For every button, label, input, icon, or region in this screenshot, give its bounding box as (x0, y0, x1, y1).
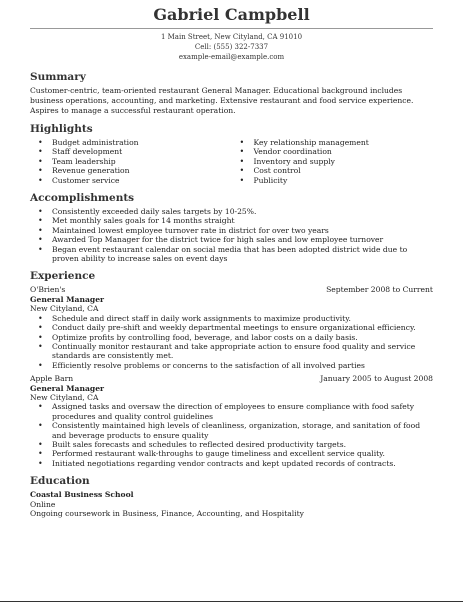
address-line: 1 Main Street, New Cityland, CA 91010 (160, 33, 303, 41)
accomplishments-list (30, 207, 433, 263)
list-item: • Publicity (240, 176, 434, 185)
job-entry (30, 374, 433, 468)
list-item: • Schedule and direct staff in daily work assignments to maximize productivity. (38, 314, 433, 323)
school-mode: Online (30, 499, 56, 509)
list-item: • Conduct daily pre-shift and weekly departmental meetings to ensure organizational efficiency. (38, 323, 433, 332)
list-item: • Revenue generation (38, 166, 232, 175)
highlights-left-list (30, 138, 232, 185)
list-item: • Budget administration (38, 138, 232, 147)
list-item: • Inventory and supply (240, 157, 434, 166)
list-item: • Consistently maintained high levels of cleanliness, organization, storage, and sanitation of food and beverage products to ensure quality (38, 421, 433, 440)
job-duties-list (30, 402, 433, 468)
highlights-columns (30, 138, 433, 185)
coursework-line: Ongoing coursework in Business, Finance, Accounting, and Hospitality (30, 509, 304, 518)
job-dates: September 2008 to Current (326, 285, 433, 295)
list-item: • Staff development (38, 147, 232, 156)
list-item: • Cost control (240, 166, 434, 175)
phone-line: Cell: (555) 322-7337 (194, 43, 269, 51)
job-duties-list (30, 314, 433, 370)
school-name: Coastal Business School (30, 490, 134, 500)
summary-text: Customer-centric, team-oriented restaurant General Manager. Educational background includes business operations, accounting, and marketing. Extensive restaurant and food service experience. Aspires to manage a successful restaurant operation. (30, 86, 414, 115)
list-item: • Performed restaurant walk-throughs to gauge timeliness and excellent service quality. (38, 449, 433, 458)
job-title: General Manager (30, 383, 105, 393)
list-item: • Awarded Top Manager for the district twice for high sales and low employee turnover (38, 235, 433, 244)
job-location: New Cityland, CA (30, 392, 99, 402)
company-name: Apple Barn (30, 374, 74, 384)
accomplishments-heading: Accomplishments (30, 192, 135, 205)
job-entry (30, 285, 433, 370)
contact-block (30, 32, 433, 62)
list-item: • Efficiently resolve problems or concerns to the satisfaction of all involved parties (38, 361, 433, 370)
header-divider (30, 28, 433, 30)
footer-divider (0, 601, 463, 602)
list-item: • Met monthly sales goals for 14 months straight (38, 216, 433, 225)
list-item: • Customer service (38, 176, 232, 185)
list-item: • Team leadership (38, 157, 232, 166)
list-item: • Assigned tasks and oversaw the direction of employees to ensure compliance with food safety procedures and quality control guidelines (38, 402, 433, 421)
education-heading: Education (30, 475, 90, 488)
company-name: O'Brien's (30, 285, 66, 295)
list-item: • Optimize profits by controlling food, beverage, and labor costs on a daily basis. (38, 333, 433, 342)
experience-heading: Experience (30, 270, 96, 283)
list-item: • Key relationship management (240, 138, 434, 147)
list-item: • Continually monitor restaurant and take appropriate action to ensure food quality and service standards are consistently met. (38, 342, 433, 361)
job-header (30, 285, 433, 294)
highlights-right-list (232, 138, 434, 185)
highlights-heading: Highlights (30, 123, 93, 135)
list-item: • Began event restaurant calendar on social media that has been adopted district wide due to proven ability to increase sales on event days (38, 245, 433, 264)
job-header (30, 374, 433, 383)
list-item: • Consistently exceeded daily sales targets by 10-25%. (38, 207, 433, 216)
list-item: • Built sales forecasts and schedules to reflected desired productivity targets. (38, 440, 433, 449)
email-line: example-email@example.com (178, 53, 285, 61)
resume-page (0, 4, 463, 603)
list-item: • Maintained lowest employee turnover rate in district for over two years (38, 226, 433, 235)
job-location: New Cityland, CA (30, 304, 99, 314)
list-item: • Initiated negotiations regarding vendor contracts and kept updated records of contracts. (38, 459, 433, 468)
job-title: General Manager (30, 294, 105, 304)
list-item: • Vendor coordination (240, 147, 434, 156)
candidate-name: Gabriel Campbell (153, 5, 310, 24)
summary-heading: Summary (30, 71, 86, 83)
job-dates: January 2005 to August 2008 (320, 374, 433, 384)
